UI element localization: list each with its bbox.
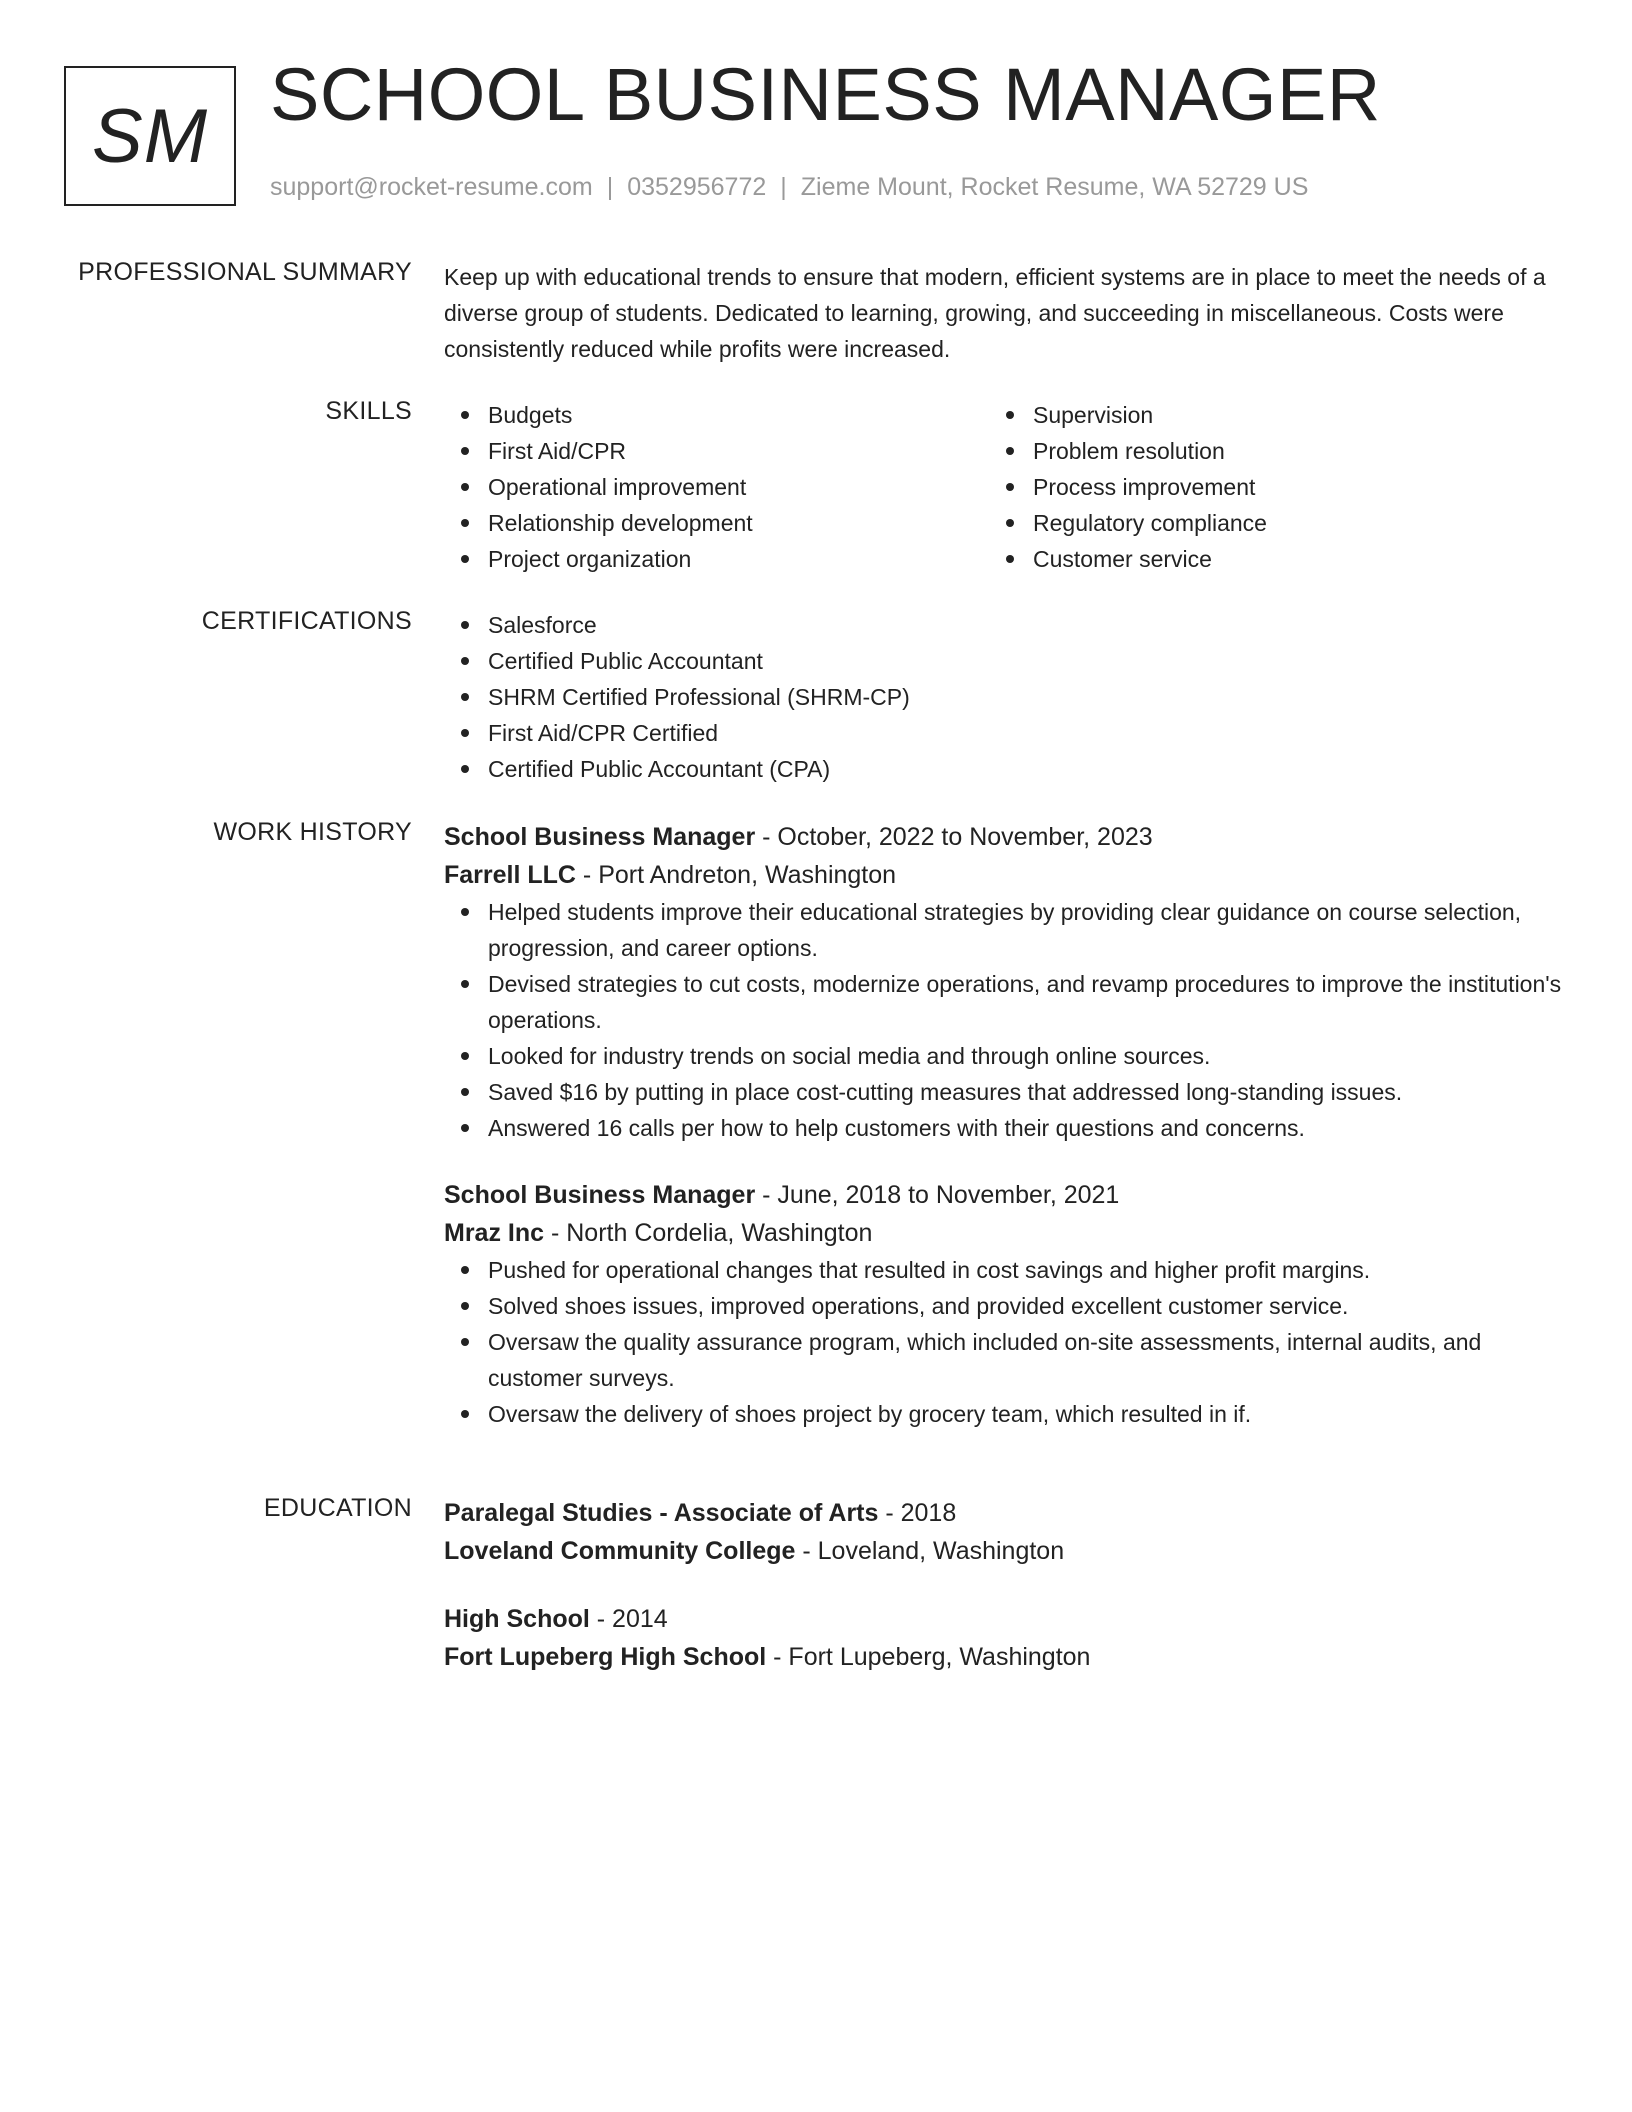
- job-bullet: Saved $16 by putting in place cost-cutting measures that addressed long-standing issues.: [444, 1074, 1564, 1110]
- job-bullet: Helped students improve their educational strategies by providing clear guidance on course selection, progression, and career options.: [444, 894, 1564, 966]
- education-school-line: [444, 1532, 1564, 1570]
- job-bullet: Devised strategies to cut costs, modernize operations, and revamp procedures to improve the institution's operations.: [444, 966, 1564, 1038]
- skill-item: Regulatory compliance: [989, 505, 1534, 541]
- certification-item: SHRM Certified Professional (SHRM-CP): [444, 679, 1564, 715]
- job-bullet: Solved shoes issues, improved operations, and provided excellent customer service.: [444, 1288, 1564, 1324]
- contact-address: Zieme Mount, Rocket Resume, WA 52729 US: [800, 173, 1309, 201]
- job-bullet: Looked for industry trends on social media and through online sources.: [444, 1038, 1564, 1074]
- summary-text: Keep up with educational trends to ensure that modern, efficient systems are in place to meet the needs of a diverse group of students. Dedicated to learning, growing, and succeeding in miscellaneous. Costs were consistently reduced while profits were increased.: [444, 264, 1546, 362]
- job-dates: - June, 2018 to November, 2021: [755, 1181, 1120, 1209]
- education-body: [444, 1494, 1564, 1676]
- page-title: SCHOOL BUSINESS MANAGER: [270, 53, 1381, 136]
- certification-item: Salesforce: [444, 607, 1564, 643]
- section-label-skills: SKILLS: [325, 397, 412, 425]
- job-bullets: [444, 894, 1564, 1146]
- skill-item: Problem resolution: [989, 433, 1534, 469]
- job-title: School Business Manager: [444, 823, 756, 851]
- education-degree-line: [444, 1600, 1564, 1638]
- certification-item: First Aid/CPR Certified: [444, 715, 1564, 751]
- section-label-education: EDUCATION: [263, 1494, 412, 1522]
- certification-item: Certified Public Accountant (CPA): [444, 751, 1564, 787]
- skill-item: First Aid/CPR: [444, 433, 989, 469]
- section-label-summary: PROFESSIONAL SUMMARY: [78, 258, 412, 286]
- job-title: School Business Manager: [444, 1181, 756, 1209]
- certifications-list: [444, 607, 1564, 787]
- skill-item: Customer service: [989, 541, 1534, 577]
- skills-column-right: [989, 397, 1534, 577]
- job-location: - North Cordelia, Washington: [544, 1219, 873, 1247]
- job-dates: - October, 2022 to November, 2023: [755, 823, 1153, 851]
- contact-separator: |: [606, 173, 614, 201]
- contact-separator: |: [780, 173, 787, 201]
- education-entry: [444, 1494, 1564, 1570]
- skill-item: Supervision: [989, 397, 1534, 433]
- section-label-work-history: WORK HISTORY: [213, 818, 412, 846]
- education-location: - Fort Lupeberg, Washington: [766, 1643, 1091, 1671]
- job-location: - Port Andreton, Washington: [575, 861, 897, 889]
- contact-line: [270, 173, 1308, 202]
- skills-column-left: [444, 397, 989, 577]
- contact-email[interactable]: support@rocket-resume.com: [270, 173, 593, 201]
- education-school: Loveland Community College: [444, 1537, 796, 1565]
- certification-item: Certified Public Accountant: [444, 643, 1564, 679]
- section-label-certifications: CERTIFICATIONS: [201, 607, 412, 635]
- monogram-badge: SM: [64, 66, 236, 206]
- job-bullet: Oversaw the quality assurance program, which included on-site assessments, internal audits, and customer surveys.: [444, 1324, 1564, 1396]
- job-title-line: [444, 1176, 1564, 1214]
- education-school: Fort Lupeberg High School: [444, 1643, 767, 1671]
- job-entry: [444, 818, 1564, 1146]
- job-entry: [444, 1176, 1564, 1432]
- skill-item: Project organization: [444, 541, 989, 577]
- job-company-line: [444, 856, 1564, 894]
- skill-item: Process improvement: [989, 469, 1534, 505]
- skills-body: [444, 397, 1564, 577]
- job-bullet: Answered 16 calls per how to help customers with their questions and concerns.: [444, 1110, 1564, 1146]
- certifications-body: [444, 607, 1564, 787]
- education-degree: High School: [444, 1605, 590, 1633]
- education-degree-line: [444, 1494, 1564, 1532]
- job-bullets: [444, 1252, 1564, 1432]
- job-company: Farrell LLC: [444, 861, 576, 889]
- education-year: - 2018: [878, 1499, 957, 1527]
- work-history-body: [444, 818, 1564, 1432]
- job-bullet: Pushed for operational changes that resulted in cost savings and higher profit margins.: [444, 1252, 1564, 1288]
- job-bullet: Oversaw the delivery of shoes project by grocery team, which resulted in if.: [444, 1396, 1564, 1432]
- skill-item: Relationship development: [444, 505, 989, 541]
- education-year: - 2014: [589, 1605, 668, 1633]
- education-school-line: [444, 1638, 1564, 1676]
- skill-item: Operational improvement: [444, 469, 989, 505]
- skill-item: Budgets: [444, 397, 989, 433]
- education-degree: Paralegal Studies - Associate of Arts: [444, 1499, 879, 1527]
- education-entry: [444, 1600, 1564, 1676]
- skills-grid: [444, 397, 1564, 577]
- job-company-line: [444, 1214, 1564, 1252]
- job-company: Mraz Inc: [444, 1219, 545, 1247]
- contact-phone[interactable]: 0352956772: [627, 173, 767, 201]
- education-location: - Loveland, Washington: [795, 1537, 1065, 1565]
- job-title-line: [444, 818, 1564, 856]
